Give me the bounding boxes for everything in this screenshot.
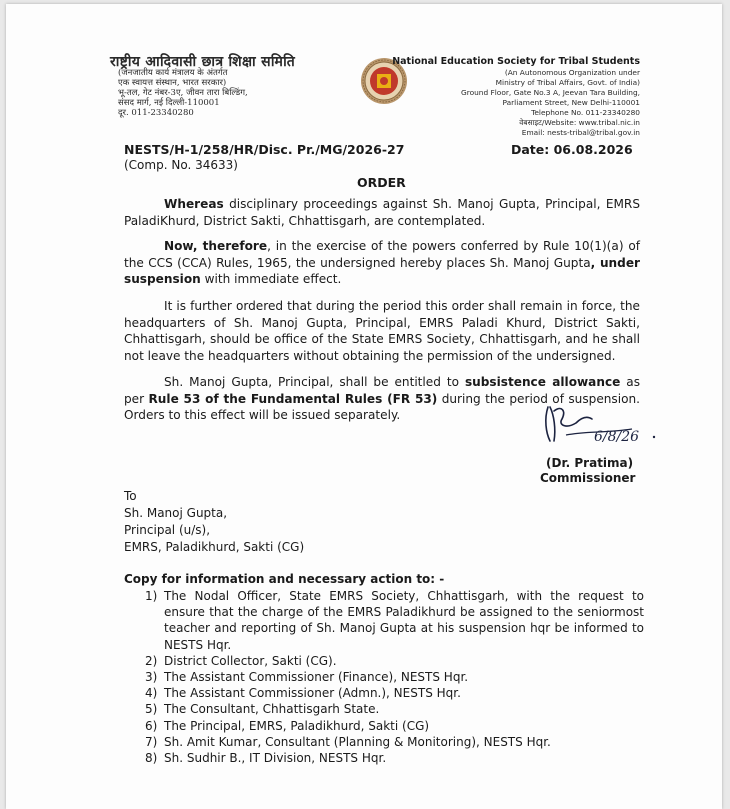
paragraph-text: Sh. Manoj Gupta, Principal, shall be entitled to [164,375,465,389]
list-item [124,685,644,701]
addressee-line: EMRS, Paladikhurd, Sakti (CG) [124,540,305,554]
list-number: 4) [145,686,158,701]
bold-term: Rule 53 of the Fundamental Rules (FR 53) [148,391,438,406]
list-item [124,653,644,669]
addressee-to: To [124,489,137,503]
list-number: 7) [145,734,158,749]
paragraph-headquarters [124,298,640,364]
list-number: 8) [145,751,158,766]
bold-term: subsistence allowance [464,375,621,389]
list-number: 1) [145,589,158,603]
org-line-hindi: (जनजातीय कार्य मंत्रालय के अंतर्गत [118,68,228,78]
bold-term: Whereas [164,197,224,211]
paragraph-text: as per [124,375,640,406]
paragraph-text: disciplinary proceedings against Sh. Manoj Gupta, Principal, EMRS PaladiKhurd, District Sakti, Chhattisgarh, are contemplated. [124,197,640,228]
signatory-designation: Commissioner [540,471,636,485]
org-line-hindi: संसद मार्ग, नई दिल्ली-110001 [118,98,220,108]
org-line-english: Ministry of Tribal Affairs, Govt. of India) [495,78,640,87]
paragraph-text: with immediate effect. [200,272,342,286]
list-text: Sh. Sudhir B., IT Division, NESTS Hqr. [164,751,387,766]
list-text: The Consultant, Chhattisgarh State. [164,702,380,717]
copy-to-heading: Copy for information and necessary action to: - [124,572,445,586]
org-line-hindi: दूर. 011-23340280 [118,108,194,118]
list-number: 2) [145,653,158,668]
complaint-number: (Comp. No. 34633) [124,158,238,172]
org-line-english: Parliament Street, New Delhi-110001 [502,98,640,107]
org-line-english: (An Autonomous Organization under [504,68,640,77]
list-number: 6) [145,718,158,733]
org-line-english: वेबसाइट/Website: www.tribal.nic.in [519,118,640,127]
list-text: The Principal, EMRS, Paladikhurd, Sakti (CG) [164,718,430,733]
document-page [6,4,722,809]
bold-term: Now, therefore [164,239,268,253]
org-title-english: National Education Society for Tribal Students [392,56,640,67]
org-line-english: Email: nests-tribal@tribal.gov.in [521,128,640,137]
list-text: District Collector, Sakti (CG). [164,653,337,668]
org-title-hindi: राष्ट्रीय आदिवासी छात्र शिक्षा समिति [110,54,296,70]
order-heading: ORDER [357,175,406,190]
paragraph-text: , in the exercise of the powers conferred by Rule 10(1)(a) of the CCS (CCA) Rules, 1965, the undersigned hereby places Sh. Manoj Gupta [124,239,640,270]
org-line-english: Ground Floor, Gate No.3 A, Jeevan Tara Building, [460,88,640,97]
paragraph-text: It is further ordered that during the period this order shall remain in force, the headquarters of Sh. Manoj Gupta, Principal, EMRS Paladi Khurd, District Sakti, Chhattisgarh, should be office of the State EMRS Society, Chhattisgarh, and he shall not leave the headquarters without obtaining the permission of the undersigned. [124,299,640,363]
list-item [124,750,644,766]
list-item [124,734,644,750]
paragraph-text: during the period of suspension. Orders to this effect will be issued separately. [124,391,640,422]
list-item [124,669,644,685]
list-text: Sh. Amit Kumar, Consultant (Planning & Monitoring), NESTS Hqr. [164,734,551,749]
copy-to-list [124,588,644,766]
list-text: The Assistant Commissioner (Admn.), NESTS Hqr. [164,686,461,701]
reference-number: NESTS/H-1/258/HR/Disc. Pr./MG/2026-27 [124,142,405,157]
list-text: The Nodal Officer, State EMRS Society, Chhattisgarh, with the request to ensure that the charge of the EMRS Paladikhurd be assigned to the seniormost teacher and reporting of Sh. Manoj Gupta at his suspension hqr be informed to NESTS Hqr. [164,589,644,652]
paragraph-whereas [124,196,640,229]
addressee-line: Sh. Manoj Gupta, [124,506,228,520]
list-number: 3) [145,670,158,685]
list-number: 5) [145,702,158,717]
order-date: Date: 06.08.2026 [511,142,633,157]
bold-term: , under suspension [124,255,640,286]
addressee-line: Principal (u/s), [124,523,211,537]
signature-date: 6/8/26 [594,429,640,445]
org-line-hindi: एक स्वायत्त संस्थान, भारत सरकार) [118,78,227,88]
org-line-english: Telephone No. 011-23340280 [531,108,640,117]
handwritten-signature [536,389,666,451]
signatory-name: (Dr. Pratima) [546,456,634,470]
list-item [124,718,644,734]
paragraph-now-therefore [124,238,640,288]
list-item [124,701,644,717]
list-item [124,588,644,653]
org-line-hindi: भू-तल, गेट नंबर-3ए, जीवन तारा बिल्डिंग, [118,88,248,98]
list-text: The Assistant Commissioner (Finance), NESTS Hqr. [164,670,469,685]
